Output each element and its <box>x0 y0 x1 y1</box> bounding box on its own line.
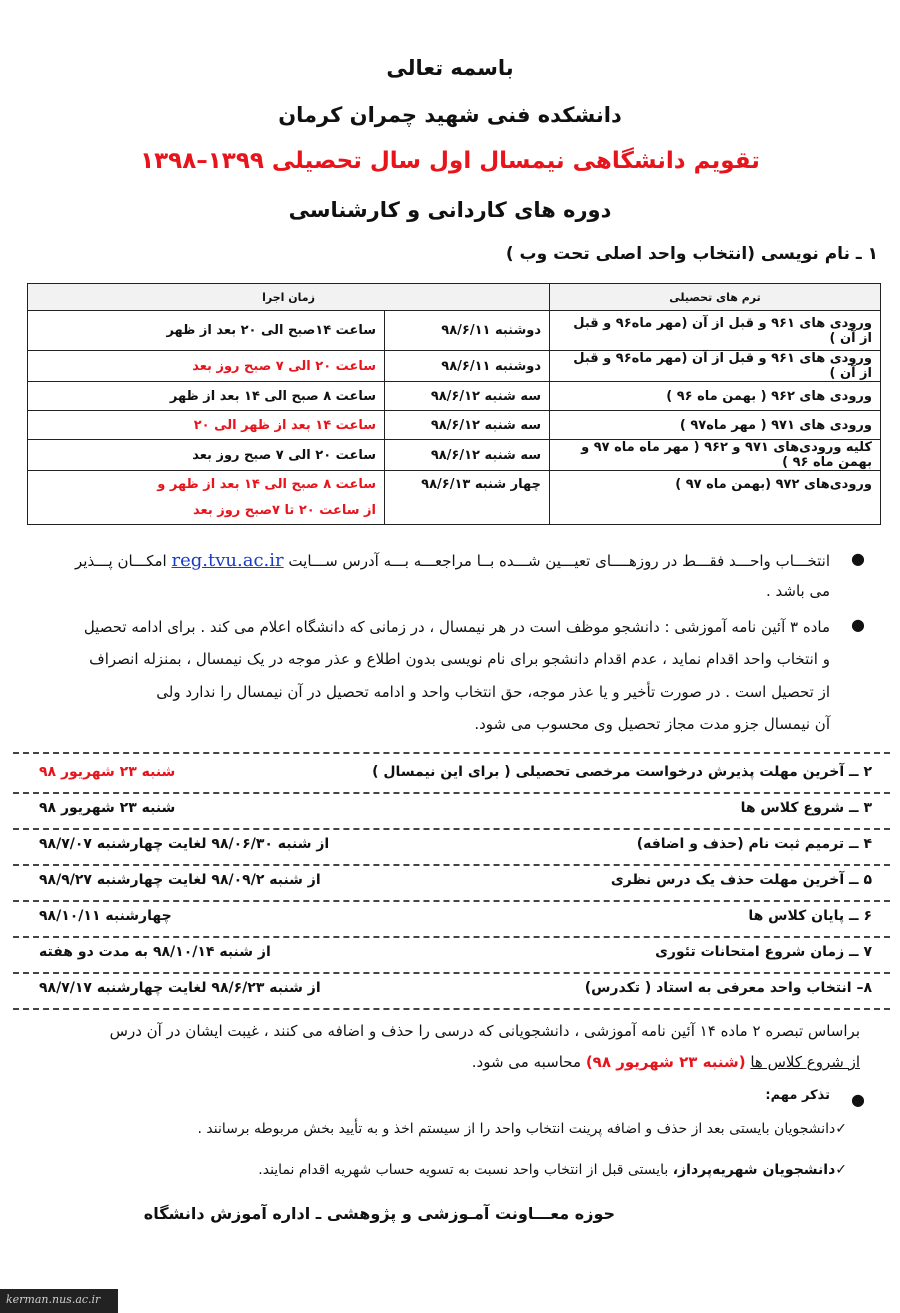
table-row <box>28 311 881 351</box>
table-row <box>28 471 881 525</box>
schedule-item: ۳ ــ شروع کلاس ها <box>740 800 872 816</box>
term-cell: ورودی های ۹۶۲ ( بهمن ماه ۹۶ ) <box>550 382 881 411</box>
bullet-1-post: امکـــان پـــذیر <box>75 552 167 570</box>
day-cell: سه شنبه ۹۸/۶/۱۲ <box>385 382 550 411</box>
tabsareh-date: (شنبه ۲۳ شهریور ۹۸) <box>585 1053 746 1071</box>
bullet-2-line4: آن نیمسال جزو مدت مجاز تحصیل وی محسوب می شود. <box>474 715 830 733</box>
bullet-icon: ● <box>851 1090 865 1109</box>
schedule-row <box>13 792 890 830</box>
schedule-date: از شنبه ۹۸/۰۹/۲ لغایت چهارشنبه ۹۸/۹/۲۷ <box>39 872 321 888</box>
table-row <box>28 440 881 471</box>
term-cell: ورودی های ۹۷۱ ( مهر ماه۹۷ ) <box>550 411 881 440</box>
footer-site-text: kerman.nus.ac.ir <box>6 1293 101 1306</box>
time-line-2: از ساعت ۲۰ تا ۷صبح روز بعد <box>192 502 376 518</box>
time-line-1: ساعت ۸ صبح الی ۱۴ بعد از ظهر و <box>157 476 376 492</box>
bullet-icon: ● <box>851 615 865 634</box>
schedule-item: ۷ ــ زمان شروع امتحانات تئوری <box>655 944 872 960</box>
time-cell: ساعت ۲۰ الی ۷ صبح روز بعد <box>28 351 385 382</box>
term-cell: کلیه ورودی‌های ۹۷۱ و ۹۶۲ ( مهر ماه ماه ۹۷ و بهمن ماه ۹۶ ) <box>550 440 881 471</box>
term-cell: ورودی های ۹۶۱ و قبل از آن (مهر ماه۹۶ و قبل از آن ) <box>550 311 881 351</box>
day-cell: دوشنبه ۹۸/۶/۱۱ <box>385 351 550 382</box>
section-registration-title: ۱ ـ نام نویسی (انتخاب واحد اصلی تحت وب ) <box>505 244 878 264</box>
reminder-2-rest: بایستی قبل از انتخاب واحد نسبت به تسویه حساب شهریه اقدام نمایند. <box>258 1162 673 1178</box>
term-cell: ورودی های ۹۶۱ و قبل از آن (مهر ماه۹۶ و قبل از آن ) <box>550 351 881 382</box>
tabsareh-post: محاسبه می شود. <box>471 1053 582 1071</box>
bullet-2-line2: و انتخاب واحد اقدام نماید ، عدم اقدام دانشجو برای نام نویسی بدون اطلاع و عذر موجه در یک نیمسال ، بمنزله انصراف <box>89 650 830 668</box>
day-cell: دوشنبه ۹۸/۶/۱۱ <box>385 311 550 351</box>
schedule-date: از شنبه ۹۸/۰۶/۳۰ لغایت چهارشنبه ۹۸/۷/۰۷ <box>39 836 330 852</box>
schedule-row <box>13 936 890 974</box>
schedule-row <box>13 828 890 866</box>
term-cell: ورودی‌های ۹۷۲ (بهمن ماه ۹۷ ) <box>550 471 881 525</box>
bullet-icon: ● <box>851 549 865 568</box>
time-cell: ساعت ۱۴ بعد از ظهر الی ۲۰ <box>28 411 385 440</box>
signature: حوزه معـــاونت آمـوزشی و پژوهشی ـ اداره آموزش دانشگاه <box>143 1204 615 1223</box>
schedule-date: از شنبه ۹۸/۱۰/۱۴ به مدت دو هفته <box>39 944 271 960</box>
bullet-1-line2: می باشد . <box>765 582 830 600</box>
institution-title: دانشکده فنی شهید چمران کرمان <box>278 103 622 127</box>
table-row <box>28 351 881 382</box>
bullet-registration-site <box>30 546 830 576</box>
schedule-date: چهارشنبه ۹۸/۱۰/۱۱ <box>39 908 172 924</box>
schedule-item: ۴ ــ ترمیم ثبت نام (حذف و اضافه) <box>636 836 872 852</box>
reminder-2-bold: ✓دانشجویان شهریه‌پرداز، <box>672 1162 847 1178</box>
schedule-top-divider <box>13 752 890 754</box>
schedule-item: ۵ ــ آخرین مهلت حذف یک درس نظری <box>610 872 872 888</box>
calendar-title: تقویم دانشگاهی نیمسال اول سال تحصیلی ۱۳۹۹–۱۳۹۸ <box>140 148 760 174</box>
time-cell: ساعت ۱۴صبح الی ۲۰ بعد از ظهر <box>28 311 385 351</box>
tabsareh-line1: براساس تبصره ۲ ماده ۱۴ آئین نامه آموزشی ، دانشجویانی که درسی را حذف و اضافه می کنند ، غیبت ایشان در آن درس <box>109 1022 860 1040</box>
reminder-title: تذکر مهم: <box>765 1088 830 1103</box>
table-header-row <box>28 284 881 311</box>
schedule-date: از شنبه ۹۸/۶/۲۳ لغایت چهارشنبه ۹۸/۷/۱۷ <box>39 980 321 996</box>
schedule-row <box>13 900 890 938</box>
registration-table <box>27 283 881 525</box>
bullet-2-line3: از تحصیل است . در صورت تأخیر و یا عذر موجه، حق انتخاب واحد و ادامه تحصیل در آن نیمسال را ندارد ولی <box>156 683 830 701</box>
tabsareh-pre: از شروع کلاس ها <box>750 1053 860 1071</box>
footer-site-box <box>0 1289 118 1313</box>
schedule-item: ۸– انتخاب واحد معرفی به استاد ( تکدرس) <box>584 980 872 996</box>
schedule-date: شنبه ۲۳ شهریور ۹۸ <box>39 800 176 816</box>
basmala: باسمه تعالی <box>386 56 514 80</box>
schedule-row <box>13 756 890 794</box>
time-cell: ساعت ۸ صبح الی ۱۴ بعد از ظهر <box>28 382 385 411</box>
day-cell: سه شنبه ۹۸/۶/۱۲ <box>385 440 550 471</box>
time-cell <box>28 471 385 525</box>
schedule-date: شنبه ۲۳ شهریور ۹۸ <box>39 764 176 780</box>
header-time: زمان اجرا <box>28 284 550 311</box>
schedule-item: ۶ ــ پایان کلاس ها <box>748 908 872 924</box>
header-terms: ترم های تحصیلی <box>550 284 881 311</box>
bullet-2-line1: ماده ۳ آئین نامه آموزشی : دانشجو موظف است در هر نیمسال ، در زمانی که دانشگاه اعلام می کند . برای ادامه تحصیل <box>83 618 830 636</box>
schedule-row <box>13 972 890 1010</box>
bullet-1-pre: انتخـــاب واحـــد فقـــط در روزهــــای تعیـــین شـــده بــا مراجعـــه بـــه آدرس ســـایت <box>288 552 830 570</box>
day-cell: سه شنبه ۹۸/۶/۱۲ <box>385 411 550 440</box>
tabsareh-line2 <box>472 1053 860 1071</box>
reminder-2 <box>258 1162 847 1178</box>
schedule-row <box>13 864 890 902</box>
reminder-1: ✓دانشجویان بایستی بعد از حذف و اضافه پرینت انتخاب واحد را از سیستم اخذ و به تأیید بخش مربوطه برسانند . <box>197 1121 847 1137</box>
table-row <box>28 382 881 411</box>
table-row <box>28 411 881 440</box>
schedule-item: ۲ ــ آخرین مهلت پذیرش درخواست مرخصی تحصیلی ( برای این نیمسال ) <box>372 764 872 780</box>
registration-site-link[interactable]: reg.tvu.ac.ir <box>171 550 284 571</box>
day-cell: چهار شنبه ۹۸/۶/۱۳ <box>385 471 550 525</box>
time-cell: ساعت ۲۰ الی ۷ صبح روز بعد <box>28 440 385 471</box>
programs-title: دوره های کاردانی و کارشناسی <box>288 198 612 222</box>
